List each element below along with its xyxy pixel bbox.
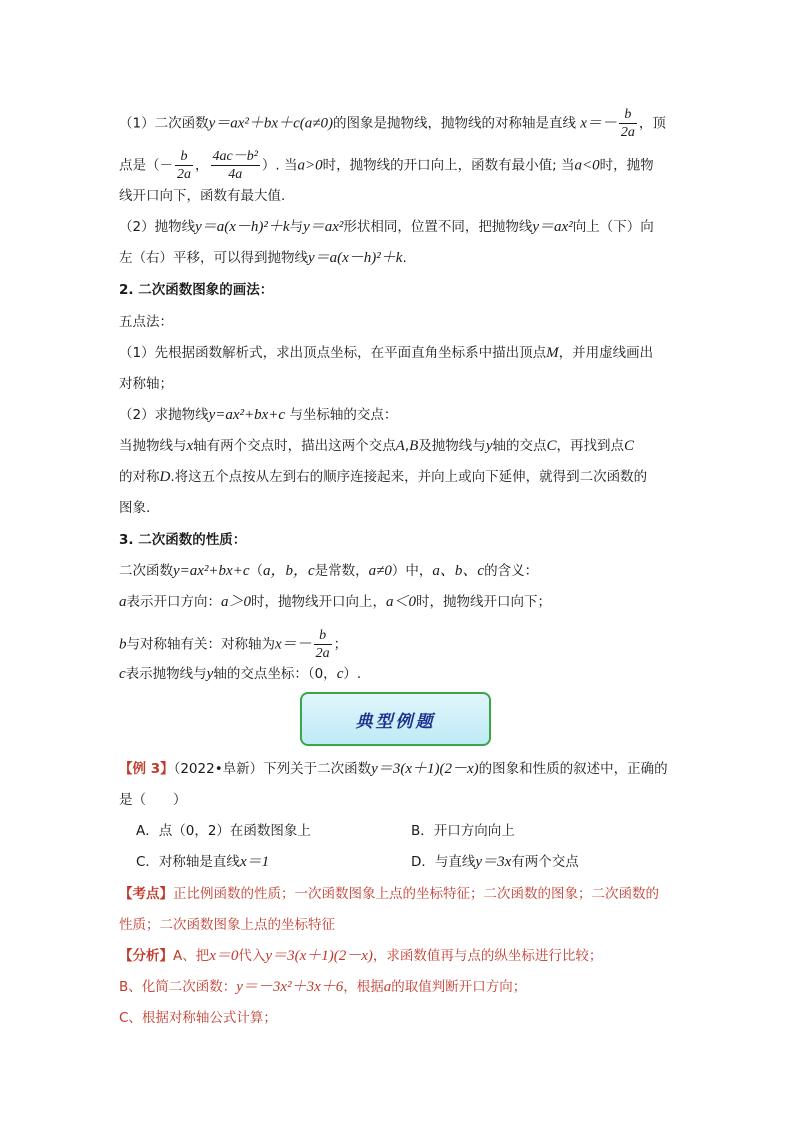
math: a＞0 xyxy=(221,594,252,610)
text: 的图象和性质的叙述中，正确的 xyxy=(478,761,668,777)
math: c xyxy=(119,666,126,682)
text: .将这五个点按从左到右的顺序连接起来，并向上或向下延伸，就得到二次函数的 xyxy=(170,469,648,485)
text: 左（右）平移，可以得到抛物线 xyxy=(119,250,308,266)
kaodian-line2: 性质；二次函数图象上点的坐标特征 xyxy=(119,917,335,933)
math: y＝ax²＋bx＋c(a≠0) xyxy=(208,115,333,132)
example-tag: 【例 3】 xyxy=(119,761,174,777)
math: y xyxy=(206,666,214,682)
math: C xyxy=(546,438,557,454)
fraction: $\frac{b}{2a}$ xyxy=(620,107,635,140)
text: B、化简二次函数： xyxy=(119,979,237,995)
section2-line1: 五点法： xyxy=(119,314,173,330)
option-d xyxy=(411,852,579,872)
math: c xyxy=(336,666,344,682)
math: a xyxy=(383,979,392,995)
text: A、把 xyxy=(173,948,210,964)
text: ，并用虚线画出 xyxy=(558,345,654,361)
section2-title: 2. 二次函数图象的画法： xyxy=(119,282,274,298)
math: y＝ax² xyxy=(532,219,573,235)
math: x＝－ xyxy=(580,115,617,132)
math: y＝3(x＋1)(2－x) xyxy=(265,948,373,964)
text: 时，抛物 xyxy=(599,157,654,174)
math: a xyxy=(119,594,127,610)
math: y=ax²+bx+c xyxy=(208,407,286,423)
text: ）. 当 xyxy=(261,157,298,174)
section2-line4 xyxy=(119,405,397,425)
option-a: A．点（0，2）在函数图象上 xyxy=(136,823,311,839)
math: x＝1 xyxy=(239,854,270,870)
text: 与 xyxy=(289,219,304,235)
text: 时，抛物线的开口向上，函数有最小值; 当 xyxy=(322,157,575,174)
example-line1 xyxy=(119,759,668,779)
text: 向上（下）向 xyxy=(572,219,654,235)
section2-line6 xyxy=(119,467,647,487)
para1-line3: 线开口向下，函数有最大值. xyxy=(119,188,286,204)
text: 点是（－ xyxy=(119,157,173,174)
text: . xyxy=(402,250,407,266)
math: x＝－ xyxy=(275,636,312,653)
math: B xyxy=(409,438,419,454)
section3-line1 xyxy=(119,561,538,581)
option-b: B．开口方向向上 xyxy=(411,823,515,839)
section2-line5 xyxy=(119,436,634,456)
text: ，根据 xyxy=(343,979,384,995)
math: a≠0 xyxy=(368,563,392,579)
math: y＝ax² xyxy=(303,219,344,235)
math: y＝3x xyxy=(475,854,512,870)
math: a<0 xyxy=(574,157,600,174)
text: ，再找到点 xyxy=(556,438,624,454)
math: y xyxy=(485,438,493,454)
text: 是常数， xyxy=(314,563,369,579)
math: y＝3(x＋1)(2－x) xyxy=(371,761,479,777)
text: 形状相同，位置不同，把抛物线 xyxy=(343,219,533,235)
math: x＝0 xyxy=(209,948,239,964)
text: ，求函数值再与点的纵坐标进行比较； xyxy=(372,948,603,964)
text: ）中， xyxy=(391,563,433,579)
text: （1）二次函数 xyxy=(119,115,209,132)
text: 代入 xyxy=(238,948,266,964)
text: 正比例函数的性质；一次函数图象上点的坐标特征；二次函数的图象；二次函数的 xyxy=(173,886,659,902)
math: C xyxy=(624,438,635,454)
math: a，b，c xyxy=(263,563,315,579)
section3-line4 xyxy=(119,664,361,684)
section3-line3 xyxy=(119,627,347,662)
text: ， xyxy=(195,157,209,174)
text: 轴的交点 xyxy=(492,438,547,454)
section3-title: 3. 二次函数的性质： xyxy=(119,532,247,548)
text: 表示抛物线与 xyxy=(125,666,207,682)
text: 有两个交点 xyxy=(511,854,579,870)
text: 时，抛物线开口向下； xyxy=(416,594,552,610)
text: （ xyxy=(249,563,263,579)
text: 二次函数 xyxy=(119,563,173,579)
text: 的图象是抛物线，抛物线的对称轴是直线 xyxy=(332,115,576,132)
fenxi-line2 xyxy=(119,977,526,997)
fenxi-line3: C、根据对称轴公式计算； xyxy=(119,1010,277,1026)
math: M xyxy=(546,345,559,361)
math: y＝－3x²＋3x＋6 xyxy=(236,979,344,995)
text: 的含义： xyxy=(484,563,539,579)
text: 的对称 xyxy=(119,469,160,485)
fraction: $\frac{b}{2a}$ xyxy=(315,628,330,661)
section2-line2 xyxy=(119,343,653,363)
text: ）. xyxy=(343,666,362,682)
math: y=ax²+bx+c xyxy=(173,563,250,579)
text: D．与直线 xyxy=(411,854,476,870)
math: D xyxy=(159,469,171,485)
section2-line3: 对称轴； xyxy=(119,376,173,392)
text: C．对称轴是直线 xyxy=(136,854,240,870)
text: 当抛物线与 xyxy=(119,438,187,454)
text: 与坐标轴的交点： xyxy=(285,407,398,423)
kaodian-tag: 【考点】 xyxy=(119,886,173,902)
typical-examples-banner xyxy=(300,692,491,746)
para1-line4 xyxy=(119,217,654,237)
text: （1）先根据函数解析式，求出顶点坐标，在平面直角坐标系中描出顶点 xyxy=(119,345,547,361)
math: a＜0 xyxy=(386,594,417,610)
option-c xyxy=(136,852,269,872)
text: ，顶 xyxy=(638,115,666,132)
text: 表示开口方向： xyxy=(126,594,221,610)
fenxi-tag: 【分析】 xyxy=(119,948,173,964)
para1-line2 xyxy=(119,148,654,183)
para1-line1 xyxy=(119,106,666,141)
math: y＝a(x－h)²＋k xyxy=(195,219,290,235)
text: （2022•阜新）下列关于二次函数 xyxy=(173,761,372,777)
math: a、b、c xyxy=(432,563,485,579)
text: ； xyxy=(333,636,348,653)
math: y＝a(x－h)²＋k xyxy=(308,250,403,266)
text: 与对称轴有关：对称轴为 xyxy=(126,636,275,653)
section2-line7: 图象. xyxy=(119,500,151,516)
math: b xyxy=(119,636,127,653)
math: x xyxy=(186,438,194,454)
fenxi-line1 xyxy=(119,946,602,966)
math: A xyxy=(395,438,405,454)
text: （2）求抛物线 xyxy=(119,407,209,423)
para1-line5 xyxy=(119,248,407,268)
fraction: $\frac{\text{4ac－b²}}{4a}$ xyxy=(212,149,258,182)
text: , xyxy=(404,438,410,454)
text: 时，抛物线开口向上， xyxy=(251,594,387,610)
text: 轴有两个交点时，描出这两个交点 xyxy=(193,438,396,454)
section3-line2 xyxy=(119,592,551,612)
text: （2）抛物线 xyxy=(119,219,196,235)
example-line2: 是（ ） xyxy=(119,792,187,808)
fraction: $\frac{b}{2a}$ xyxy=(177,149,191,182)
kaodian-line1 xyxy=(119,884,659,904)
text: 轴的交点坐标：（0， xyxy=(213,666,337,682)
text: 及抛物线与 xyxy=(418,438,486,454)
math: a>0 xyxy=(297,157,323,174)
text: 的取值判断开口方向； xyxy=(391,979,527,995)
banner-label: 典型例题 xyxy=(355,711,436,732)
